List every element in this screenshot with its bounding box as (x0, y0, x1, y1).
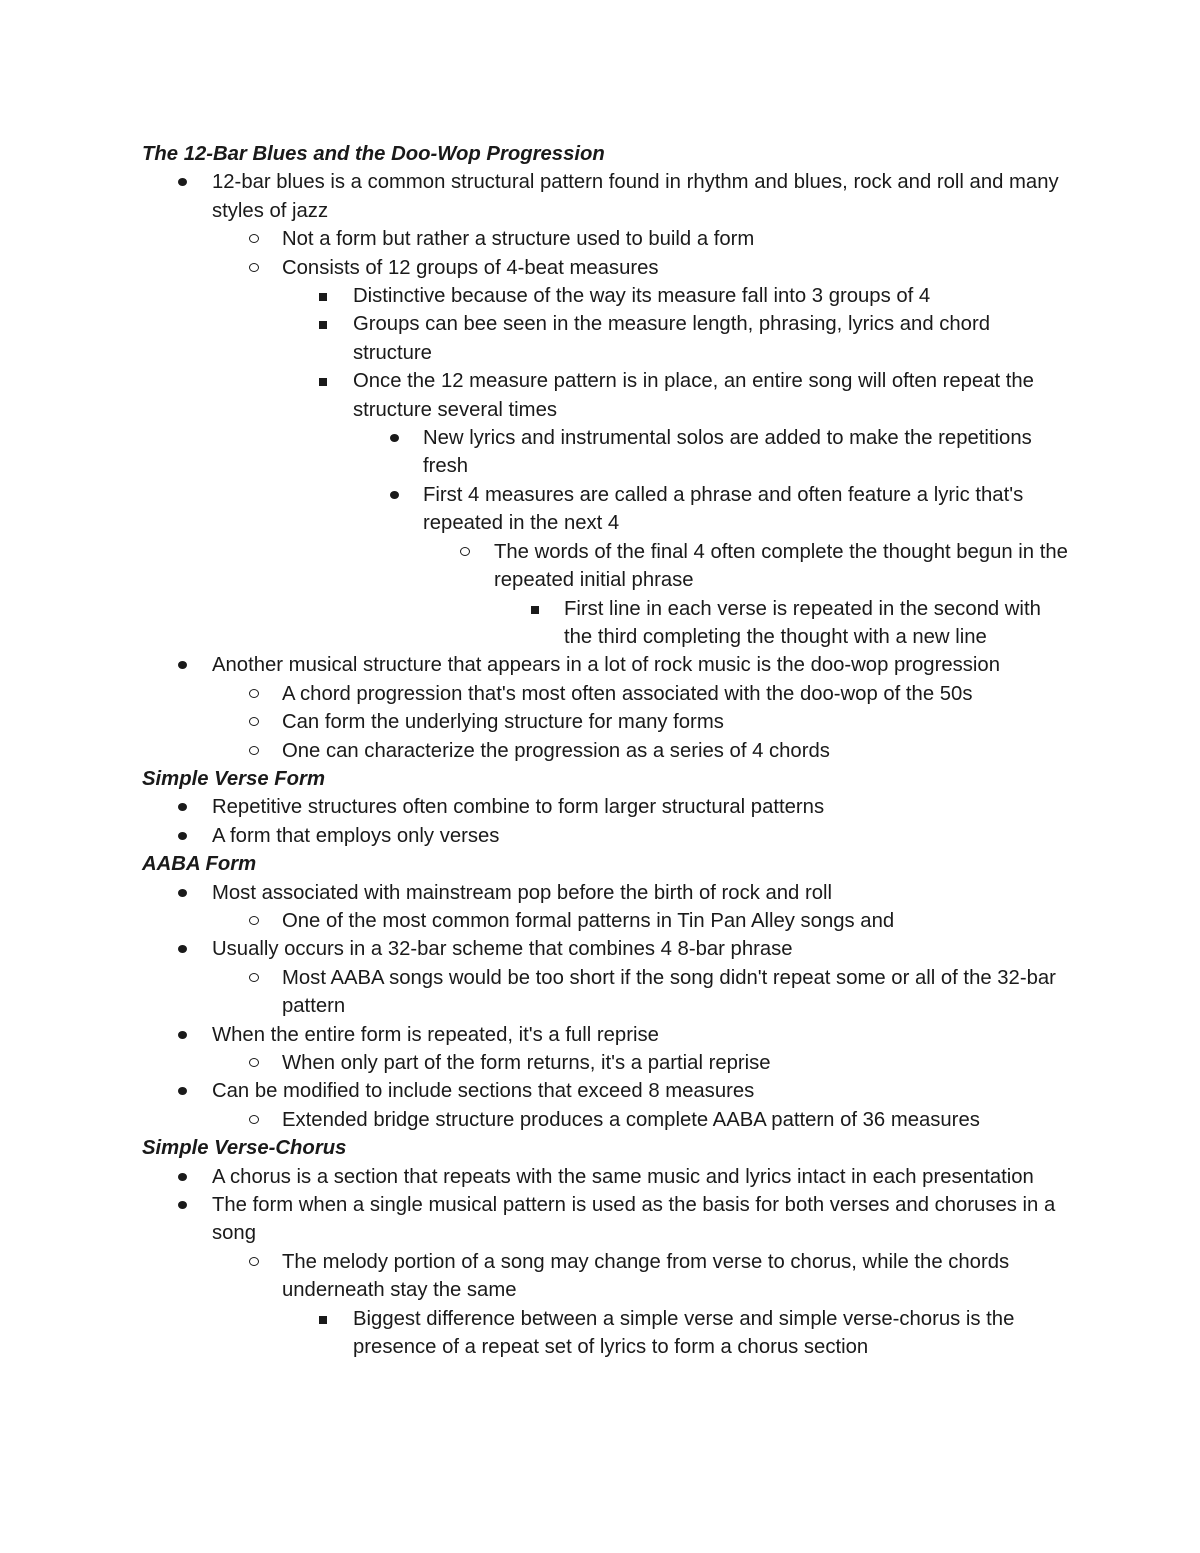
bullet-circle-icon (249, 717, 259, 726)
bullet-square-icon (319, 321, 327, 329)
list-item-text: A chorus is a section that repeats with the same music and lyrics intact in each presentation (212, 1165, 1034, 1188)
list-item (142, 1077, 1072, 1105)
bullet-circle-icon (249, 1257, 259, 1266)
list-item-text: Not a form but rather a structure used to build a form (282, 228, 755, 251)
list-item (142, 708, 1072, 736)
bullet-circle-icon (249, 1058, 259, 1067)
list-item (142, 282, 1072, 310)
list-item-text: Can form the underlying structure for many forms (282, 711, 724, 734)
bullet-disc-icon (178, 832, 187, 840)
list-item (142, 1049, 1072, 1077)
bullet-circle-icon (249, 234, 259, 243)
bullet-square-icon (319, 378, 327, 386)
bullet-disc-icon (178, 178, 187, 186)
list-item-text: Most associated with mainstream pop before the birth of rock and roll (212, 881, 833, 904)
list-item-text: The form when a single musical pattern is used as the basis for both verses and choruses in a song (212, 1194, 1056, 1245)
bullet-circle-icon (249, 1115, 259, 1124)
list-item (142, 367, 1072, 424)
bullet-disc-icon (178, 889, 187, 897)
bullet-square-icon (319, 293, 327, 301)
bullet-circle-icon (249, 973, 259, 982)
list-item (142, 822, 1072, 850)
list-item-text: When only part of the form returns, it's a partial reprise (282, 1052, 771, 1074)
list-item-text: Another musical structure that appears in a lot of rock music is the doo-wop progression (212, 654, 1000, 677)
list-item (142, 481, 1072, 538)
list-item-text: A form that employs only verses (212, 824, 500, 847)
list-item-text: One of the most common formal patterns in Tin Pan Alley songs and (282, 909, 895, 932)
section-heading: Simple Verse Form (142, 767, 325, 790)
list-item (142, 1021, 1072, 1049)
list-item (142, 651, 1072, 679)
list-item (142, 935, 1072, 963)
list-item-text: The words of the final 4 often complete the thought begun in the repeated initial phrase (494, 540, 1068, 592)
list-item (142, 1163, 1072, 1191)
list-item (142, 1305, 1072, 1362)
section-heading: The 12-Bar Blues and the Doo-Wop Progression (142, 143, 605, 165)
list-item-text: A chord progression that's most often associated with the doo-wop of the 50s (282, 682, 973, 705)
list-item-text: The melody portion of a song may change from verse to chorus, while the chords underneath stay the same (282, 1250, 1010, 1302)
list-item-text: Biggest difference between a simple verse and simple verse-chorus is the presence of a repeat set of lyrics to form a chorus section (353, 1307, 1015, 1359)
list-item (142, 168, 1072, 225)
list-item-text: Extended bridge structure produces a complete AABA pattern of 36 measures (282, 1108, 980, 1131)
bullet-square-icon (319, 1316, 327, 1324)
section-heading: AABA Form (142, 853, 257, 876)
list-item (142, 254, 1072, 282)
bullet-disc-icon (178, 661, 187, 669)
bullet-circle-icon (249, 263, 259, 272)
list-item-text: Most AABA songs would be too short if the song didn't repeat some or all of the 32-bar pattern (282, 966, 1056, 1018)
list-item (142, 538, 1072, 595)
list-item-text: Repetitive structures often combine to form larger structural patterns (212, 796, 825, 819)
bullet-circle-icon (249, 916, 259, 925)
bullet-disc-icon (390, 491, 399, 499)
list-item (142, 1106, 1072, 1134)
bullet-circle-icon (249, 689, 259, 698)
bullet-circle-icon (460, 547, 470, 556)
list-item (142, 595, 1072, 652)
bullet-circle-icon (249, 746, 259, 755)
bullet-disc-icon (178, 1201, 187, 1209)
section-heading: Simple Verse-Chorus (142, 1137, 347, 1160)
list-item-text: When the entire form is repeated, it's a full reprise (212, 1023, 659, 1046)
list-item-text: Distinctive because of the way its measure fall into 3 groups of 4 (353, 285, 931, 308)
document-page (142, 140, 1072, 1361)
list-item (142, 964, 1072, 1021)
bullet-disc-icon (178, 1087, 187, 1095)
bullet-disc-icon (178, 945, 187, 953)
bullet-square-icon (531, 606, 539, 614)
list-item (142, 737, 1072, 765)
bullet-disc-icon (178, 803, 187, 811)
list-item-text: Can be modified to include sections that exceed 8 measures (212, 1080, 755, 1103)
list-item (142, 310, 1072, 367)
list-item (142, 680, 1072, 708)
list-item-text: First line in each verse is repeated in the second with the third completing the thought with a new line (564, 597, 1041, 648)
list-item-text: Usually occurs in a 32-bar scheme that combines 4 8-bar phrase (212, 938, 793, 961)
list-item (142, 879, 1072, 907)
bullet-disc-icon (390, 434, 399, 442)
list-item (142, 907, 1072, 935)
list-item-text: Consists of 12 groups of 4-beat measures (282, 256, 659, 279)
list-item-text: 12-bar blues is a common structural pattern found in rhythm and blues, rock and roll and many styles of jazz (212, 171, 1059, 222)
list-item (142, 1191, 1072, 1248)
list-item (142, 793, 1072, 821)
bullet-disc-icon (178, 1031, 187, 1039)
list-item (142, 225, 1072, 253)
list-item-text: Once the 12 measure pattern is in place, an entire song will often repeat the structure several times (353, 370, 1034, 421)
list-item-text: One can characterize the progression as a series of 4 chords (282, 739, 830, 762)
list-item (142, 1248, 1072, 1305)
list-item-text: First 4 measures are called a phrase and often feature a lyric that's repeated in the next 4 (423, 483, 1024, 535)
list-item-text: Groups can bee seen in the measure length, phrasing, lyrics and chord structure (353, 313, 990, 364)
list-item (142, 424, 1072, 481)
bullet-disc-icon (178, 1173, 187, 1181)
list-item-text: New lyrics and instrumental solos are added to make the repetitions fresh (423, 427, 1032, 478)
